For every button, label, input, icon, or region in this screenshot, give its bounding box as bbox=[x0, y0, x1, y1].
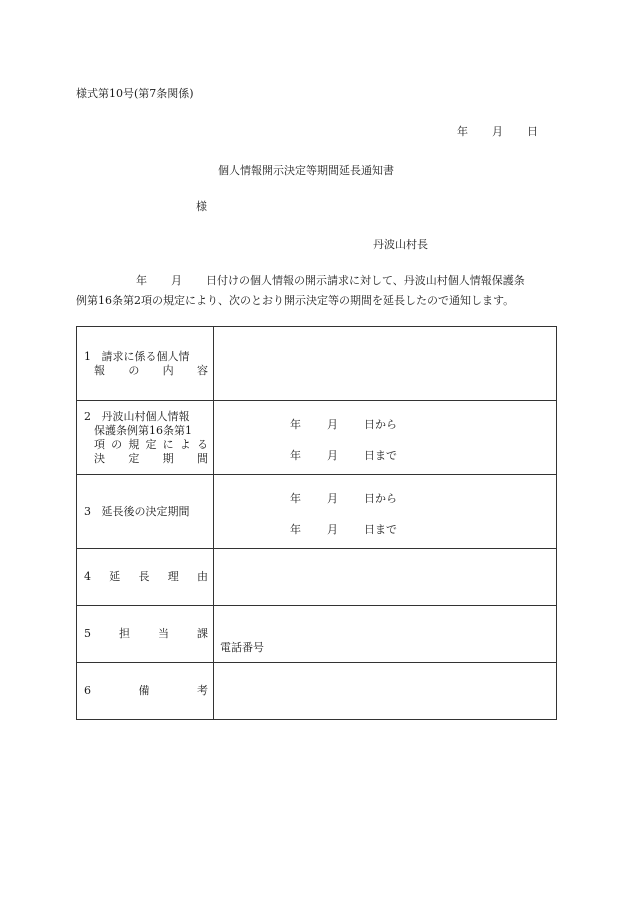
row6-value[interactable] bbox=[214, 663, 557, 720]
document-title: 個人情報開示決定等期間延長通知書 bbox=[218, 164, 394, 177]
addressee-suffix: 様 bbox=[196, 200, 207, 213]
row2-label-line2: 保護条例第16条第1 bbox=[94, 423, 192, 437]
info-table bbox=[76, 326, 557, 720]
row3-number: 3 bbox=[84, 504, 91, 518]
row3-period-to: 年 月 日まで bbox=[290, 523, 397, 536]
intro-line1-text: 日付けの個人情報の開示請求に対して、丹波山村個人情報保護条 bbox=[206, 274, 525, 287]
phone-number-label: 電話番号 bbox=[220, 641, 264, 654]
row4-number: 4 bbox=[84, 570, 91, 583]
row2-label-line4: 決 定 期 間 bbox=[94, 451, 208, 465]
row3-label bbox=[77, 475, 214, 549]
intro-month: 月 bbox=[171, 274, 182, 287]
row2-period-to: 年 月 日まで bbox=[290, 449, 397, 462]
table-row-2 bbox=[77, 401, 557, 475]
row1-label-line2: 報 の 内 容 bbox=[94, 363, 208, 377]
intro-line-2: 例第16条第2項の規定により、次のとおり開示決定等の期間を延長したので通知します。 bbox=[76, 294, 515, 307]
row2-label bbox=[77, 401, 214, 475]
date-line bbox=[457, 123, 538, 139]
row4-label: 4 延 長 理 由 bbox=[77, 549, 214, 606]
intro-paragraph bbox=[76, 271, 556, 311]
form-number: 様式第10号(第7条関係) bbox=[76, 87, 194, 100]
row1-value[interactable] bbox=[214, 327, 557, 401]
row4-value[interactable] bbox=[214, 549, 557, 606]
row2-label-line1: 丹波山村個人情報 bbox=[101, 409, 190, 423]
row6-number: 6 bbox=[84, 684, 91, 697]
row6-label: 6 備 考 bbox=[77, 663, 214, 720]
intro-line-1 bbox=[76, 271, 556, 291]
table-row-6 bbox=[77, 663, 557, 720]
row5-label: 5 担 当 課 bbox=[77, 606, 214, 663]
row2-number: 2 bbox=[84, 409, 91, 423]
intro-year: 年 bbox=[136, 274, 147, 287]
table-row-1 bbox=[77, 327, 557, 401]
table-row-3 bbox=[77, 475, 557, 549]
row3-label-text: 延長後の決定期間 bbox=[101, 504, 190, 518]
row2-period-from: 年 月 日から bbox=[290, 418, 397, 431]
row2-label-line3: 項 の 規 定 に よ る bbox=[94, 437, 208, 451]
row1-label bbox=[77, 327, 214, 401]
row3-period-from: 年 月 日から bbox=[290, 492, 397, 505]
row3-value[interactable] bbox=[214, 475, 557, 549]
row1-label-line1: 請求に係る個人情 bbox=[101, 349, 190, 363]
table-row-5 bbox=[77, 606, 557, 663]
issuer-name: 丹波山村長 bbox=[373, 238, 428, 251]
row5-value[interactable] bbox=[214, 606, 557, 663]
date-day: 日 bbox=[527, 125, 538, 138]
table-row-4 bbox=[77, 549, 557, 606]
row2-value[interactable] bbox=[214, 401, 557, 475]
row5-number: 5 bbox=[84, 627, 91, 640]
date-month: 月 bbox=[492, 125, 503, 138]
date-year: 年 bbox=[457, 125, 468, 138]
row1-number: 1 bbox=[84, 349, 91, 363]
